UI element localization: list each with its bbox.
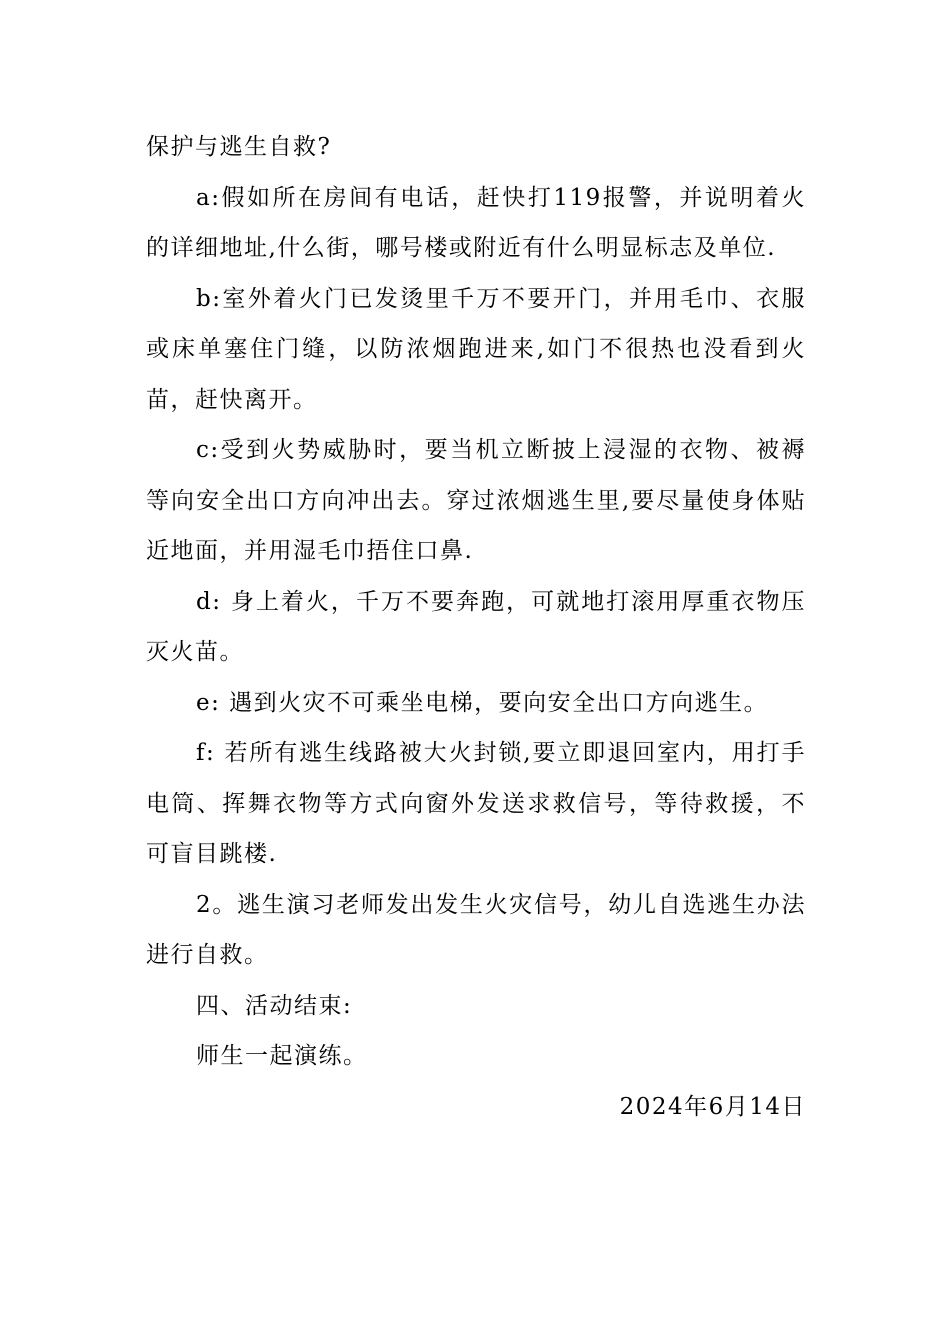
paragraph-continuation: 保护与逃生自救? [146, 134, 332, 160]
document-date: 2024年6月14日 [619, 1093, 806, 1120]
section-heading-activity-end: 四、活动结束: [196, 992, 353, 1019]
document-body [146, 122, 806, 1132]
paragraph-item-d: d: 身上着火，千万不要奔跑，可就地打滚用厚重衣物压灭火苗。 [146, 588, 806, 665]
paragraph-item-a: a:假如所在房间有电话，赶快打119报警，并说明着火的详细地址,什么街，哪号楼或附近有什么明显标志及单位. [146, 184, 806, 261]
paragraph-drill: 2。逃生演习老师发出发生火灾信号，幼儿自选逃生办法进行自救。 [146, 891, 806, 968]
paragraph-item-e: e: 遇到火灾不可乘坐电梯，要向安全出口方向逃生。 [196, 689, 769, 716]
paragraph-item-f: f: 若所有逃生线路被大火封锁,要立即退回室内，用打手电筒、挥舞衣物等方式向窗外发送求救信号，等待救援，不可盲目跳楼. [146, 740, 806, 867]
paragraph-practice: 师生一起演练。 [196, 1043, 368, 1069]
paragraph-item-c: c:受到火势威胁时，要当机立断披上浸湿的衣物、被褥等向安全出口方向冲出去。穿过浓烟逃生里,要尽量使身体贴近地面，并用湿毛巾捂住口鼻. [146, 437, 806, 564]
paragraph-item-b: b:室外着火门已发烫里千万不要开门，并用毛巾、衣服或床单塞住门缝，以防浓烟跑进来,如门不很热也没看到火苗，赶快离开。 [146, 285, 806, 413]
